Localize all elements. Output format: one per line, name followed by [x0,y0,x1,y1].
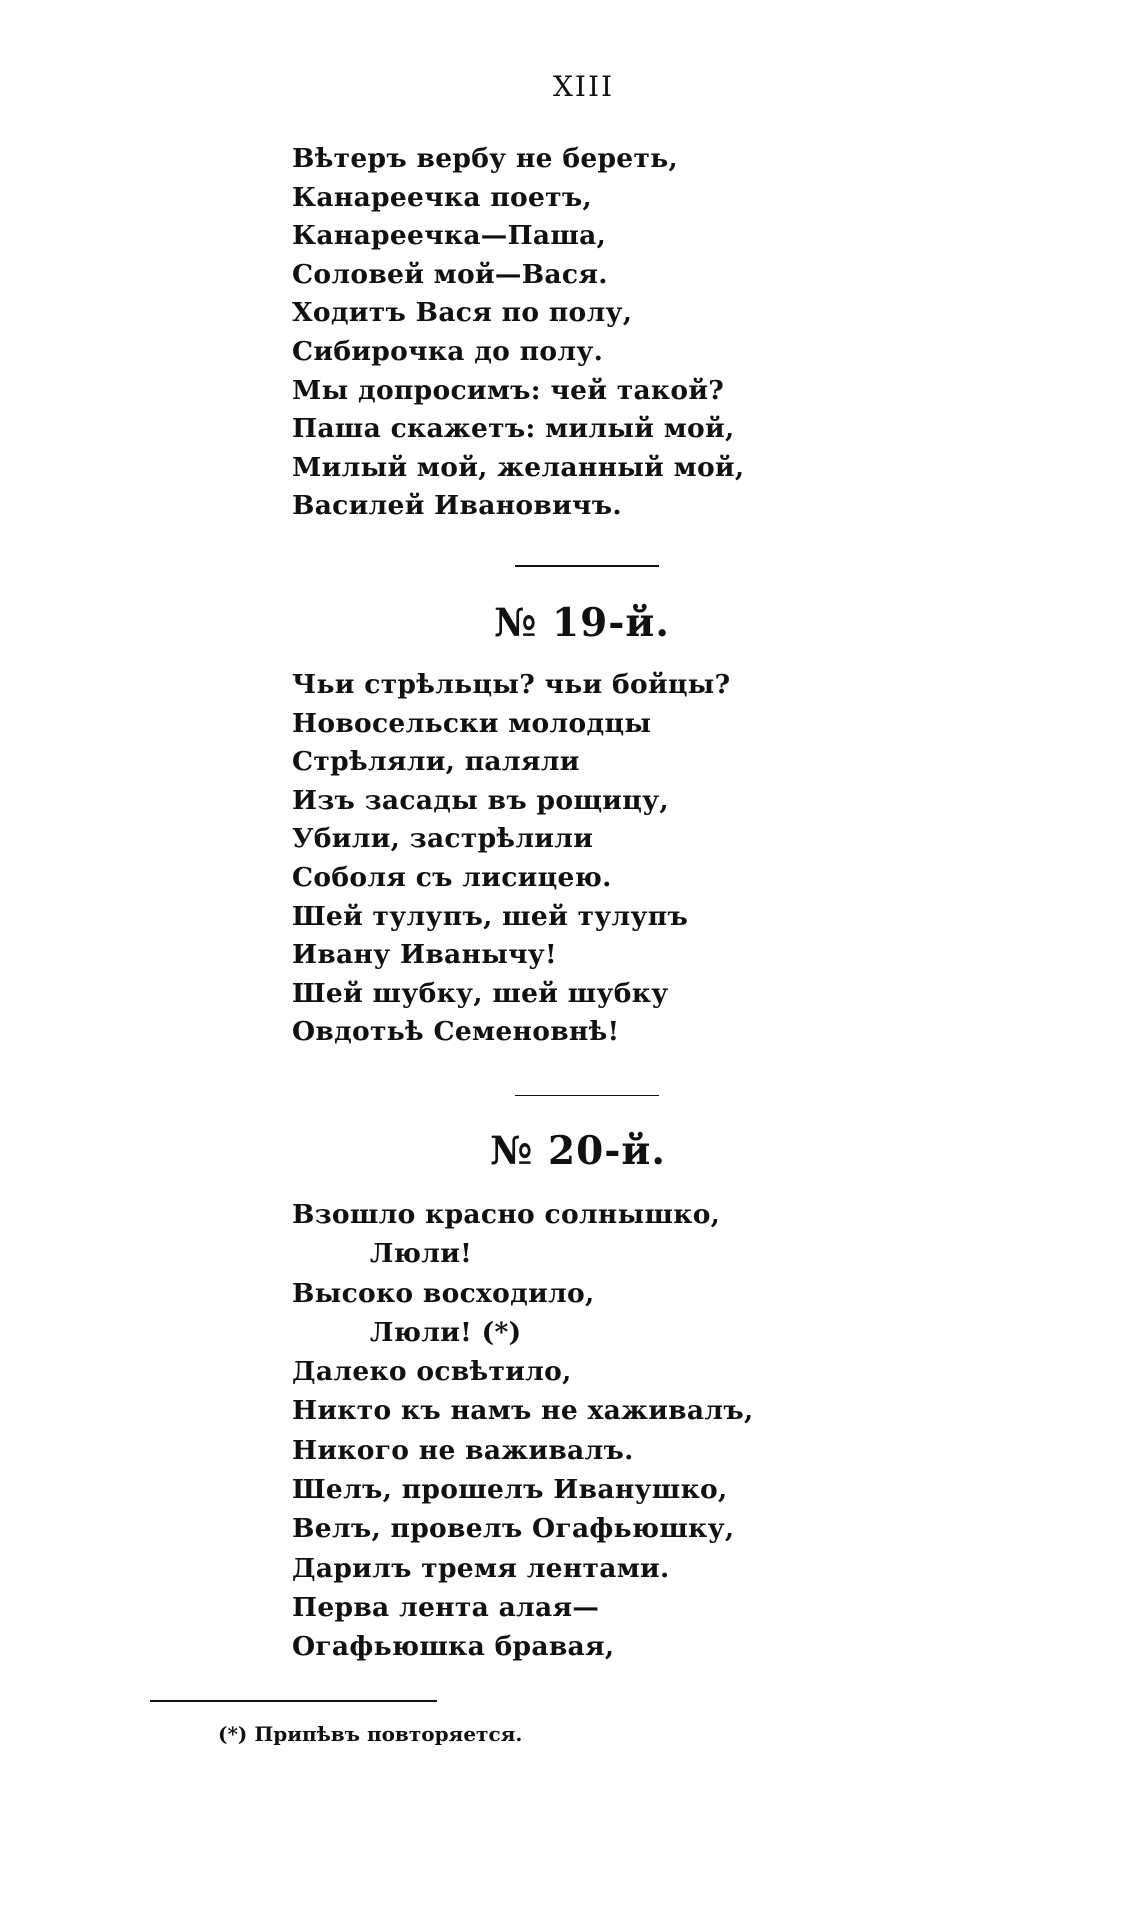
verse-line: Стрѣляли, паляли [292,746,580,778]
verse-line: Перва лента алая— [292,1591,600,1623]
verse-line: Ходитъ Вася по полу, [292,297,633,329]
verse-line: Никто къ намъ не хаживалъ, [292,1395,754,1427]
song-19-verse [292,666,731,1052]
verse-line: Канареечка—Паша, [292,220,607,252]
verse-line: Сибирочка до полу. [292,335,604,367]
verse-line: Василей Ивановичъ. [292,490,622,522]
verse-continued [292,140,744,526]
verse-line: Никого не важивалъ. [292,1434,634,1466]
song-heading-20: № 20-й. [490,1128,666,1174]
refrain-line: Люли! (*) [370,1316,522,1348]
verse-line: Соловей мой—Вася. [292,258,608,290]
verse-line: Соболя съ лисицею. [292,861,612,893]
verse-line: Вѣтеръ вербу не береть, [292,143,678,174]
section-divider [515,1095,659,1096]
verse-line: Огафьюшка бравая, [292,1631,615,1663]
verse-line: Далеко освѣтило, [292,1356,572,1388]
footnote: (*) Припѣвъ повторяется. [218,1722,523,1746]
verse-line: Овдотьѣ Семеновнѣ! [292,1016,620,1048]
song-20-verse [292,1195,753,1667]
verse-line: Ивану Иванычу! [292,939,557,971]
verse-line: Велъ, провелъ Огафьюшку, [292,1513,735,1545]
verse-line: Паша скажетъ: милый мой, [292,413,735,445]
footnote-divider [150,1700,437,1702]
verse-line: Мы допросимъ: чей такой? [292,374,725,406]
verse-line: Дарилъ тремя лентами. [292,1552,670,1584]
verse-line: Новосельски молодцы [292,707,652,739]
verse-line: Шелъ, прошелъ Иванушко, [292,1474,728,1506]
verse-line: Милый мой, желанный мой, [292,451,745,483]
verse-line: Изъ засады въ рощицу, [292,784,669,816]
refrain-line: Люли! [370,1238,473,1270]
verse-line: Шей шубку, шей шубку [292,977,669,1009]
verse-line: Убили, застрѣлили [292,823,594,855]
section-divider [515,565,659,567]
verse-line: Чьи стрѣльцы? чьи бойцы? [292,669,731,700]
verse-line: Канареечка поетъ, [292,181,593,213]
verse-line: Взошло красно солнышко, [292,1199,721,1230]
verse-line: Высоко восходило, [292,1277,595,1309]
song-heading-19: № 19-й. [494,600,670,646]
verse-line: Шей тулупъ, шей тулупъ [292,900,689,932]
page-number: XIII [553,70,615,103]
